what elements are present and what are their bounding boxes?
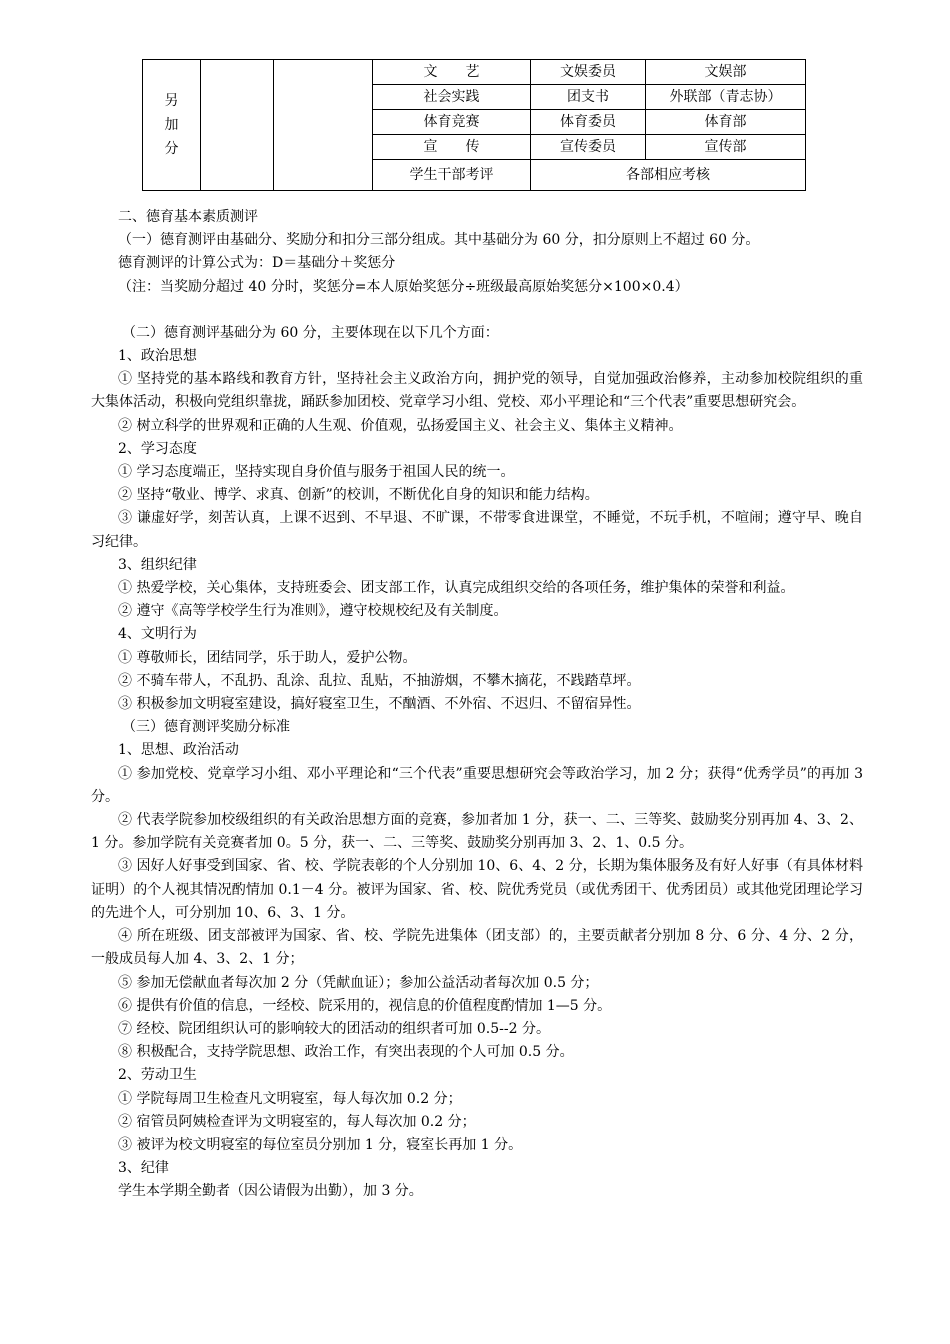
section-heading: 二、德育基本素质测评 [118, 209, 258, 225]
activity-cell: 学生干部考评 [373, 160, 531, 191]
list-item: ③ 因好人好事受到国家、省、校、学院表彰的个人分别加 10、6、4、2 分，长期为集体服务及有好人好事（有具体材料证明）的个人视其情况酌情加 0.1－4 分。被评为国家、省、校、院优秀党员（或优秀团干、优秀团员）或其他党团理论学习的先进个人，可分别加 10、6、3、1 分。 [91, 858, 863, 921]
list-item: ① 学院每周卫生检查凡文明寝室，每人每次加 0.2 分； [118, 1090, 462, 1107]
officer-cell: 团支书 [531, 85, 646, 110]
activity-cell: 体育竞赛 [373, 110, 531, 135]
item-heading: 4、文明行为 [118, 626, 197, 643]
list-item: ④ 所在班级、团支部被评为国家、省、校、学院先进集体（团支部）的，主要贡献者分别加 8 分、6 分、4 分、2 分，一般成员每人加 4、3、2、1 分； [91, 928, 863, 968]
item-heading: 2、学习态度 [118, 440, 197, 457]
list-item: ② 坚持“敬业、博学、求真、创新”的校训，不断优化自身的知识和能力结构。 [118, 487, 599, 504]
item-heading: 3、纪律 [118, 1160, 169, 1177]
officer-cell: 宣传委员 [531, 135, 646, 160]
item-heading: 3、组织纪律 [118, 556, 197, 573]
department-cell: 宣传部 [646, 135, 806, 160]
side-label-char: 另 [164, 93, 179, 109]
side-label-cell [143, 60, 201, 191]
side-label-char: 分 [164, 141, 179, 157]
department-cell: 文娱部 [646, 60, 806, 85]
subsection-heading: （二）德育测评基础分为 60 分，主要体现在以下几个方面： [122, 324, 499, 341]
empty-cell [201, 60, 274, 191]
spacer [118, 299, 863, 322]
list-item: ① 参加党校、党章学习小组、邓小平理论和“三个代表”重要思想研究会等政治学习，加 2 分；获得“优秀学员”的再加 3 分。 [91, 765, 863, 805]
list-item: ③ 被评为校文明寝室的每位室员分别加 1 分，寝室长再加 1 分。 [118, 1136, 523, 1153]
list-item: ⑧ 积极配合，支持学院思想、政治工作，有突出表现的个人可加 0.5 分。 [118, 1044, 574, 1061]
paragraph: （一）德育测评由基础分、奖励分和扣分三部分组成。其中基础分为 60 分，扣分原则上不超过 60 分。 [118, 232, 760, 249]
list-item: ③ 积极参加文明寝室建设，搞好寝室卫生，不酗酒、不外宿、不迟归、不留宿异性。 [118, 696, 641, 713]
list-item: ② 树立科学的世界观和正确的人生观、价值观，弘扬爱国主义、社会主义、集体主义精神。 [118, 417, 683, 434]
list-item: ① 学习态度端正，坚持实现自身价值与服务于祖国人民的统一。 [118, 464, 515, 481]
table-row [143, 60, 806, 85]
side-label-char: 加 [164, 117, 179, 133]
list-item: ② 不骑车带人，不乱扔、乱涂、乱拉、乱贴，不抽游烟，不攀木摘花，不践踏草坪。 [118, 672, 641, 689]
list-item: ⑦ 经校、院团组织认可的影响较大的团活动的组织者可加 0.5--2 分。 [118, 1020, 550, 1037]
assessment-cell: 各部相应考核 [531, 160, 806, 191]
activity-cell: 宣 传 [373, 135, 531, 160]
subsection-heading: （三）德育测评奖励分标准 [122, 719, 290, 736]
list-item: ② 宿管员阿姨检查评为文明寝室的，每人每次加 0.2 分； [118, 1113, 476, 1130]
note-line: （注：当奖励分超过 40 分时，奖惩分=本人原始奖惩分÷班级最高原始奖惩分×100×0.4） [118, 278, 689, 295]
item-heading: 2、劳动卫生 [118, 1067, 197, 1084]
document-body [91, 206, 863, 1204]
item-heading: 1、思想、政治活动 [118, 742, 239, 759]
department-cell: 体育部 [646, 110, 806, 135]
list-item: ① 热爱学校，关心集体，支持班委会、团支部工作，认真完成组织交给的各项任务，维护集体的荣誉和利益。 [118, 580, 795, 597]
list-item: ② 代表学院参加校级组织的有关政治思想方面的竞赛，参加者加 1 分，获一、二、三等奖、鼓励奖分别再加 4、3、2、1 分。参加学院有关竞赛者加 0。5 分，获一、二、三等奖、鼓励奖分别再加 3、2、1、0.5 分。 [91, 812, 863, 852]
list-item: ⑤ 参加无偿献血者每次加 2 分（凭献血证）；参加公益活动者每次加 0.5 分； [118, 974, 599, 991]
officer-cell: 文娱委员 [531, 60, 646, 85]
list-item: 学生本学期全勤者（因公请假为出勤），加 3 分。 [118, 1183, 423, 1200]
bonus-points-table [142, 59, 806, 191]
list-item: ③ 谦虚好学，刻苦认真，上课不迟到、不早退、不旷课，不带零食进课堂，不睡觉，不玩手机，不喧闹；遵守早、晚自习纪律。 [91, 510, 863, 550]
list-item: ② 遵守《高等学校学生行为准则》，遵守校规校纪及有关制度。 [118, 603, 508, 620]
list-item: ① 尊敬师长，团结同学，乐于助人，爱护公物。 [118, 649, 417, 666]
department-cell: 外联部（青志协） [646, 85, 806, 110]
formula-line: 德育测评的计算公式为：D＝基础分＋奖惩分 [118, 255, 396, 272]
empty-cell [274, 60, 373, 191]
activity-cell: 文 艺 [373, 60, 531, 85]
officer-cell: 体育委员 [531, 110, 646, 135]
list-item: ⑥ 提供有价值的信息，一经校、院采用的，视信息的价值程度酌情加 1—5 分。 [118, 997, 612, 1014]
item-heading: 1、政治思想 [118, 348, 197, 365]
activity-cell: 社会实践 [373, 85, 531, 110]
list-item: ① 坚持党的基本路线和教育方针，坚持社会主义政治方向，拥护党的领导，自觉加强政治修养，主动参加校院组织的重大集体活动，积极向党组织靠拢，踊跃参加团校、党章学习小组、党校、邓小平理论和“三个代表”重要思想研究会。 [91, 371, 863, 411]
